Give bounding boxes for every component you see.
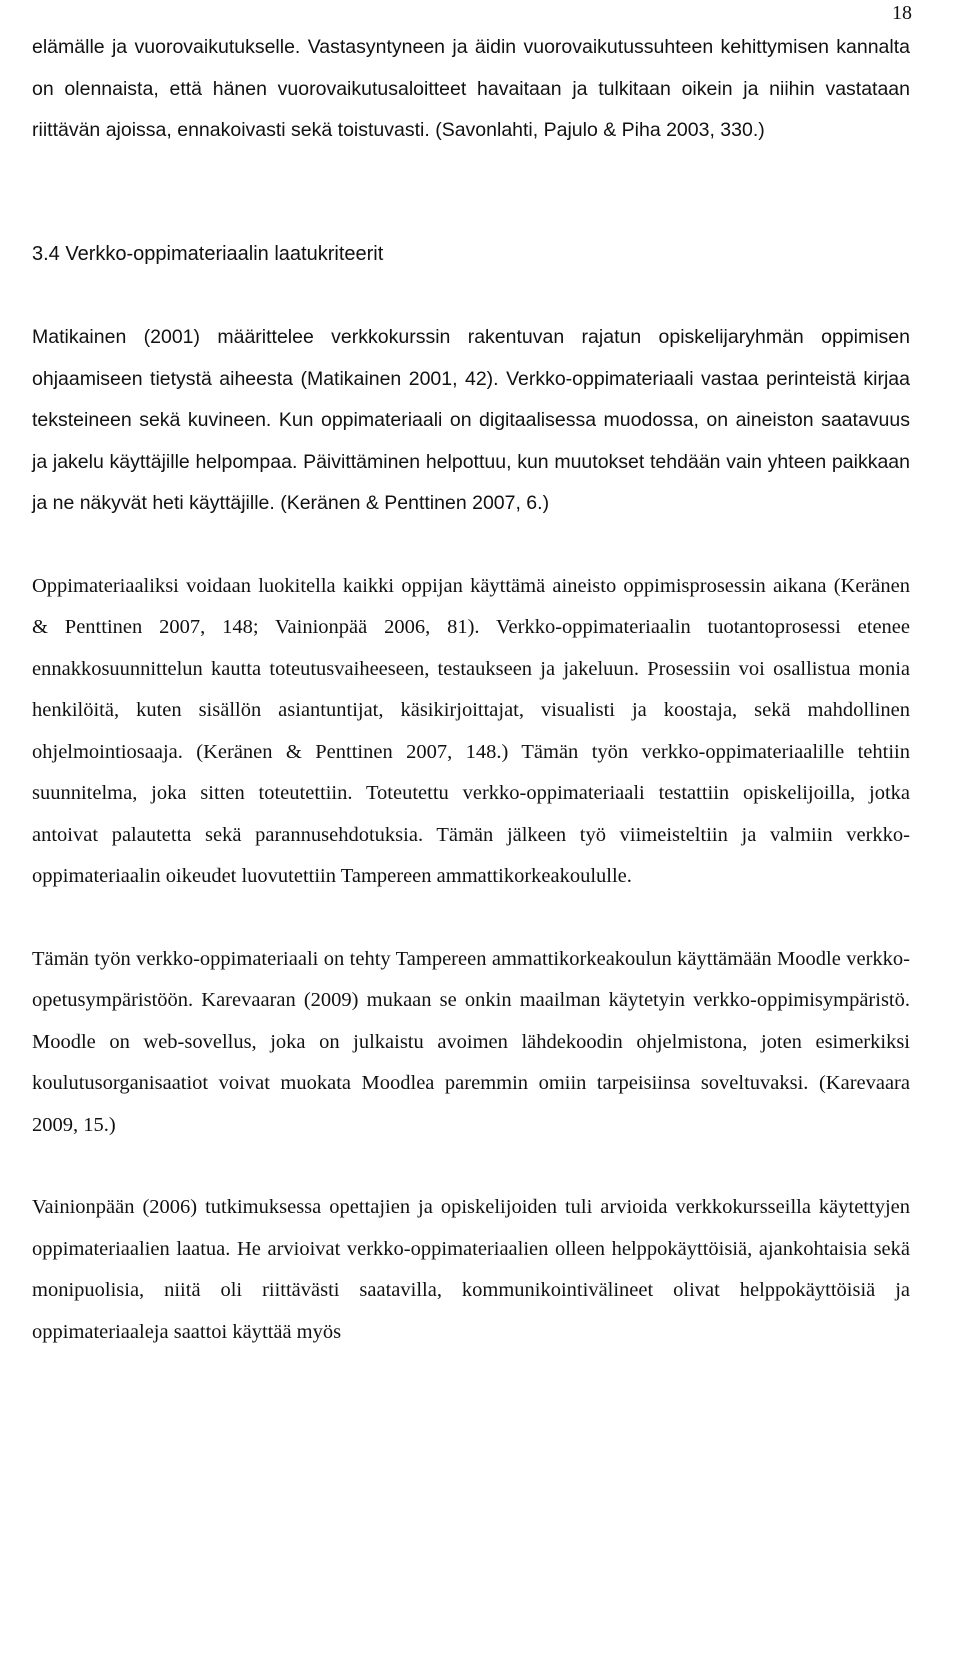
paragraph-moodle: Tämän työn verkko-oppimateriaali on tehty Tampereen ammattikorkeakoulun käyttämään Moodle verkko-opetusympäristöön. Karevaaran (2009) mukaan se onkin maailman käytetyin verkko-oppimisympäristö. Moodle on web-sovellus, joka on julkaistu avoimen lähdekoodin ohjelmistona, joten esimerkiksi koulutusorganisaatiot voivat muokata Moodlea paremmin omiin tarpeisiinsa soveltuvaksi. (Karevaara 2009, 15.) — [32, 947, 910, 1136]
paragraph-oppimateriaaliksi: Oppimateriaaliksi voidaan luokitella kaikki oppijan käyttämä aineisto oppimisprosessin aikana (Keränen & Penttinen 2007, 148; Vainionpää 2006, 81). Verkko-oppimateriaalin tuotantoprosessi etenee ennakkosuunnittelun kautta toteutusvaiheeseen, testaukseen ja jakeluun. Prosessiin voi osallistua monia henkilöitä, kuten sisällön asiantuntijat, käsikirjoittajat, visualisti ja koostaja, sekä mahdollinen ohjelmointiosaaja. (Keränen & Penttinen 2007, 148.) Tämän työn verkko-oppimateriaalille tehtiin suunnitelma, joka sitten toteutettiin. Toteutettu verkko-oppimateriaali testattiin opiskelijoilla, jotka antoivat palautetta sekä parannusehdotuksia. Tämän jälkeen työ viimeisteltiin ja valmiin verkkooppimateriaalin oikeudet luovutettiin Tampereen ammattikorkeakoululle. — [32, 574, 910, 887]
paragraph-intro: elämälle ja vuorovaikutukselle. Vastasyntyneen ja äidin vuorovaikutussuhteen kehittymisen kannalta on olennaista, että hänen vuorovaikutusaloitteet havaitaan ja tulkitaan oikein ja niihin vastataan riittävän ajoissa, ennakoivasti sekä toistuvasti. (Savonlahti, Pajulo & Piha 2003, 330.) — [32, 36, 910, 141]
section-heading: 3.4 Verkko-oppimateriaalin laatukriteerit — [32, 242, 384, 265]
page-number: 18 — [892, 2, 912, 24]
paragraph-matikainen: Matikainen (2001) määrittelee verkkokurssin rakentuvan rajatun opiskelijaryhmän oppimisen ohjaamiseen tietystä aiheesta (Matikainen 2001, 42). Verkko-oppimateriaali vastaa perinteistä kirjaa teksteineen sekä kuvineen. Kun oppimateriaali on digitaalisessa muodossa, on aineiston saatavuus ja jakelu käyttäjille helpompaa. Päivittäminen helpottuu, kun muutokset tehdään vain yhteen paikkaan ja ne näkyvät heti käyttäjille. (Keränen & Penttinen 2007, 6.) — [32, 326, 910, 514]
document-body — [32, 27, 910, 1353]
paragraph-vainionpaa: Vainionpään (2006) tutkimuksessa opettajien ja opiskelijoiden tuli arvioida verkkokursseilla käytettyjen oppimateriaalien laatua. He arvioivat verkko-oppimateriaalien olleen helppokäyttöisiä, ajankohtaisia sekä monipuolisia, niitä oli riittävästi saatavilla, kommunikointivälineet olivat helppokäyttöisiä ja oppimateriaaleja saattoi käyttää myös — [32, 1196, 910, 1343]
